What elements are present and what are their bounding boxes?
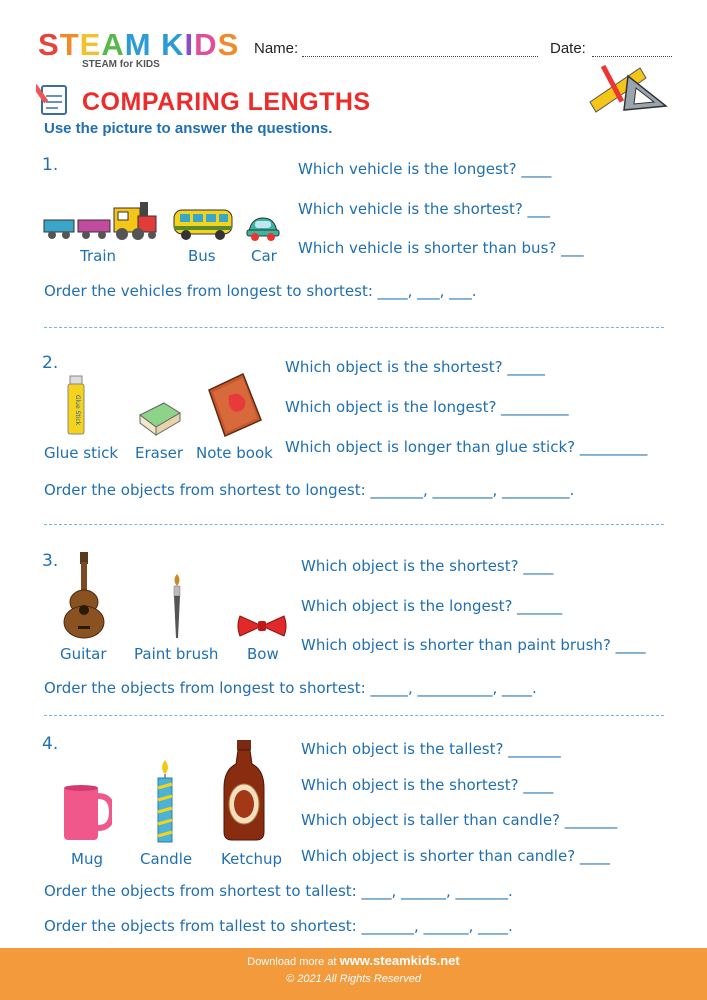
date-label: Date: — [550, 40, 586, 57]
name-label: Name: — [254, 40, 299, 57]
q2-question-2: Which object is the longest? _________ — [285, 398, 569, 416]
label-eraser: Eraser — [135, 444, 184, 462]
label-train: Train — [80, 247, 116, 265]
train-image — [42, 198, 162, 242]
logo-letter: I — [184, 27, 195, 62]
glue-stick-image — [64, 374, 88, 438]
label-notebook: Note book — [196, 444, 273, 462]
question-number-1: 1. — [42, 155, 59, 175]
logo-letter: K — [161, 27, 185, 62]
q1-question-1: Which vehicle is the longest? ____ — [298, 160, 552, 178]
glue-stick-brand-text: Glue Stick — [74, 394, 81, 426]
footer-copyright: © 2021 All Rights Reserved — [286, 973, 421, 985]
section-divider — [44, 524, 664, 525]
logo-letter: M — [124, 27, 152, 62]
logo-letter: S — [217, 27, 240, 62]
q3-question-3: Which object is shorter than paint brush? ____ — [301, 636, 646, 654]
q3-question-2: Which object is the longest? ______ — [301, 597, 563, 615]
q1-question-3: Which vehicle is shorter than bus? ___ — [298, 239, 584, 257]
label-bus: Bus — [188, 247, 216, 265]
eraser-image — [136, 397, 184, 439]
q2-order: Order the objects from shortest to longest: _______, ________, _________. — [44, 481, 575, 499]
guitar-image — [58, 550, 110, 640]
q2-question-1: Which object is the shortest? _____ — [285, 358, 545, 376]
q4-order-1: Order the objects from shortest to tallest: ____, ______, _______. — [44, 882, 513, 900]
label-car: Car — [251, 247, 277, 265]
label-candle: Candle — [140, 850, 193, 868]
footer-download-prefix: Download more at — [247, 956, 340, 968]
q4-question-3: Which object is taller than candle? _______ — [301, 811, 618, 829]
ketchup-image — [222, 738, 266, 842]
date-field-line — [592, 55, 672, 57]
q4-question-1: Which object is the tallest? _______ — [301, 740, 561, 758]
label-paint-brush: Paint brush — [134, 645, 219, 663]
question-number-3: 3. — [42, 551, 59, 571]
label-bow: Bow — [247, 645, 279, 663]
bow-image — [236, 612, 288, 640]
paint-brush-image — [170, 572, 184, 640]
mug-image — [60, 784, 112, 842]
q3-question-1: Which object is the shortest? ____ — [301, 557, 554, 575]
page-title: COMPARING LENGTHS — [82, 88, 371, 116]
question-number-4: 4. — [42, 734, 59, 754]
section-divider — [44, 715, 664, 716]
logo-subtitle: STEAM for KIDS — [82, 59, 160, 70]
q1-order: Order the vehicles from longest to shortest: ____, ___, ___. — [44, 282, 477, 300]
label-mug: Mug — [71, 850, 103, 868]
car-image — [245, 212, 281, 242]
q1-question-2: Which vehicle is the shortest? ___ — [298, 200, 551, 218]
q4-order-2: Order the objects from tallest to shortest: _______, ______, ____. — [44, 917, 513, 935]
logo-letter: T — [59, 27, 80, 62]
q4-question-4: Which object is shorter than candle? ____ — [301, 847, 610, 865]
ruler-pencil-icon — [580, 58, 670, 118]
question-number-2: 2. — [42, 353, 59, 373]
steam-kids-logo — [38, 27, 240, 70]
logo-letter: E — [79, 27, 102, 62]
footer-download — [0, 953, 707, 968]
candle-image — [154, 758, 176, 844]
logo-wordmark — [38, 27, 240, 62]
label-glue-stick: Glue stick — [44, 444, 119, 462]
worksheet-icon — [36, 82, 70, 116]
logo-letter: D — [194, 27, 218, 62]
q3-order: Order the objects from longest to shortest: _____, __________, ____. — [44, 679, 537, 697]
label-ketchup: Ketchup — [221, 850, 282, 868]
footer-site-link[interactable]: www.steamkids.net — [339, 953, 460, 968]
section-divider — [44, 327, 664, 328]
notebook-image — [203, 370, 265, 440]
name-field-line — [302, 55, 538, 57]
logo-letter: S — [38, 27, 60, 62]
label-guitar: Guitar — [60, 645, 107, 663]
instructions: Use the picture to answer the questions. — [44, 120, 333, 137]
bus-image — [172, 208, 234, 242]
logo-letter — [152, 30, 162, 60]
logo-letter: A — [101, 27, 125, 62]
q2-question-3: Which object is longer than glue stick? _________ — [285, 438, 648, 456]
q4-question-2: Which object is the shortest? ____ — [301, 776, 554, 794]
